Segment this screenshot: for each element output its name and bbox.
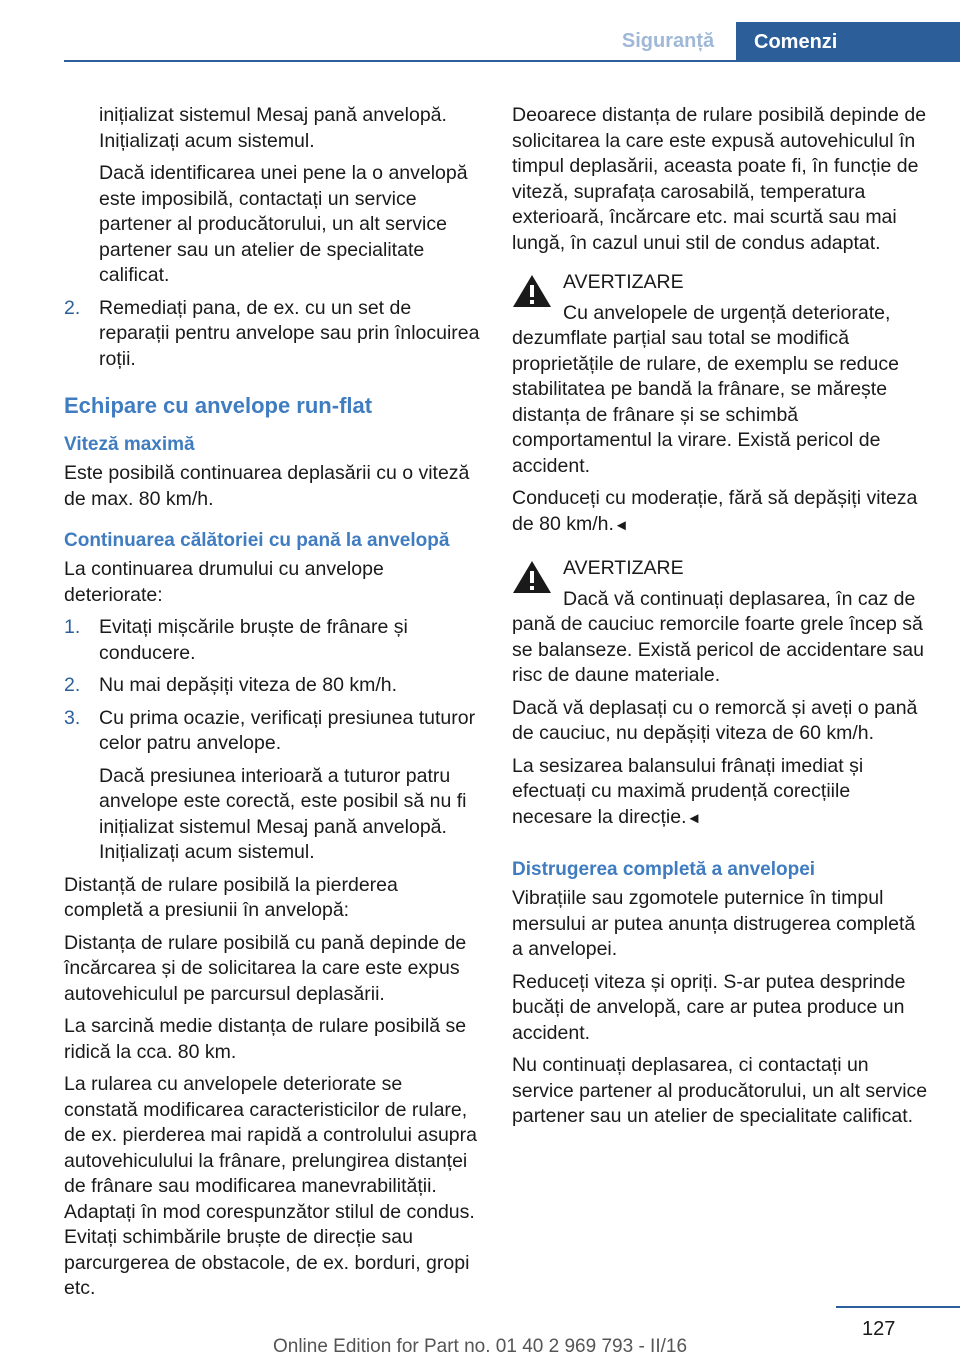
list-text: Evitați mișcările bruște de frânare și conducere. — [99, 616, 408, 664]
warning-title: AVERTIZARE — [563, 557, 684, 579]
paragraph: La rularea cu anvelopele deteriorate se constată modificarea caracteristicilor de rulare, de ex. pierderea mai rapidă a controlului asupra autovehiculului la frânare, prelungirea distanței de frânare sau modificarea manevrabilității. Adaptați în mod corespunzător stilul de condus. Evitați schimbările bruște de direcție sau parcurgerea de obstacole, de ex. borduri, gropi etc. — [64, 1073, 477, 1299]
section-heading: Echipare cu anvelope run-flat — [64, 393, 373, 418]
warning-triangle-icon — [512, 560, 552, 594]
list-text: Nu mai depășiți viteza de 80 km/h. — [99, 674, 398, 696]
warning-text-body: Conduceți cu moderație, fără să depășiți viteza de 80 km/h. — [512, 487, 918, 535]
list-item — [64, 615, 480, 666]
warning-block — [512, 556, 928, 831]
subsection-heading: Continuarea călătoriei cu pană la anvelopă — [64, 530, 450, 551]
list-number: 1. — [64, 616, 81, 638]
section-tab-comenzi[interactable]: Comenzi — [736, 22, 960, 62]
paragraph: Este posibilă continuarea deplasării cu o viteză de max. 80 km/h. — [64, 462, 470, 510]
paragraph: La sarcină medie distanța de rulare posibilă se ridică la cca. 80 km. — [64, 1015, 467, 1063]
paragraph: inițializat sistemul Mesaj pană anvelopă. Inițializați acum sistemul. — [99, 104, 447, 152]
list-item — [64, 673, 480, 699]
paragraph: Distanța de rulare posibilă cu pană depinde de încărcarea și de solicitarea la care este expus autovehiculul pe parcursul deplasării. — [64, 931, 467, 1005]
list-text: Remediați pana, de ex. cu un set de reparații pentru anvelope sau prin înlocuirea roții. — [99, 296, 480, 370]
warning-text — [512, 754, 928, 832]
list-number: 3. — [64, 706, 81, 729]
paragraph: Deoarece distanța de rulare posibilă depinde de solicitarea la care este expusă autovehiculul în timpul deplasării, aceasta poate fi, în funcție de viteză, suprafața carosabilă, temperatura exterioară, încărcare etc. mai scurtă sau mai lungă, în cazul unui stil de condus adaptat. — [512, 104, 927, 254]
warning-text: dezumflate parțial sau total se modifică proprietățile de rulare, de exemplu se reduce stabilitatea pe bandă la frânare, se mărește distanța de frânare și se schimbă comportamentul la virare. Există pericol de accident. — [512, 327, 899, 477]
list-number: 2. — [64, 674, 81, 696]
warning-text — [512, 486, 928, 538]
list-text: Cu prima ocazie, verificați presiunea tuturor celor patru anvelope. — [99, 706, 476, 754]
paragraph: La continuarea drumului cu anvelope deteriorate: — [64, 558, 384, 606]
warning-text: Dacă vă deplasați cu o remorcă și aveți o pană de cauciuc, nu depășiți viteza de 60 km/h. — [512, 696, 918, 744]
paragraph: Nu continuați deplasarea, ci contactați un service partener al producătorului, un alt service partener sau un atelier de specialitate calificat. — [512, 1054, 928, 1127]
section-tab-siguranta[interactable]: Siguranță — [621, 29, 715, 52]
warning-triangle-icon — [512, 274, 552, 308]
edition-footer: Online Edition for Part no. 01 40 2 969 793 - II/16 — [272, 1336, 688, 1357]
warning-text-body: La sesizarea balansului frânați imediat și efectuați cu maximă prudență corecțiile necesare la direcție. — [512, 754, 864, 828]
header-rule — [64, 60, 960, 62]
right-column — [512, 103, 928, 1137]
footer-rule — [836, 1306, 960, 1308]
paragraph: Dacă identificarea unei pene la o anvelopă este imposibilă, contactați un service partener al producătorului, un alt service partener sau un atelier de specialitate calificat. — [99, 162, 468, 286]
page-number: 127 — [862, 1318, 896, 1340]
subsection-heading: Viteză maximă — [64, 434, 195, 455]
end-mark: ◄ — [686, 809, 702, 827]
warning-text: Dacă vă continuați deplasarea, în caz de — [563, 587, 916, 610]
warning-text: pană de cauciuc remorcile foarte grele încep să se balanseze. Există pericol de accidentare sau risc de daune materiale. — [512, 613, 924, 686]
end-mark: ◄ — [613, 516, 629, 534]
paragraph: Distanță de rulare posibilă la pierderea completă a presiunii în anvelopă: — [64, 873, 398, 921]
paragraph: Reduceți viteza și opriți. S-ar putea desprinde bucăți de anvelopă, care ar putea produce un accident. — [512, 970, 906, 1044]
warning-block — [512, 270, 928, 538]
list-number: 2. — [64, 296, 81, 319]
list-subtext: Dacă presiunea interioară a tuturor patru anvelope este corectă, este posibil să nu fi inițializat sistemul Mesaj pană anvelopă. Inițializați acum sistemul. — [99, 764, 467, 863]
list-item — [64, 296, 480, 373]
warning-text: Cu anvelopele de urgență deteriorate, — [563, 301, 891, 324]
list-item — [64, 706, 480, 866]
warning-title: AVERTIZARE — [563, 271, 684, 293]
page-header — [0, 0, 960, 62]
left-column — [64, 103, 480, 1309]
subsection-heading: Distrugerea completă a anvelopei — [512, 859, 816, 880]
paragraph: Vibrațiile sau zgomotele puternice în timpul mersului ar putea anunța distrugerea completă a anvelopei. — [512, 887, 916, 960]
